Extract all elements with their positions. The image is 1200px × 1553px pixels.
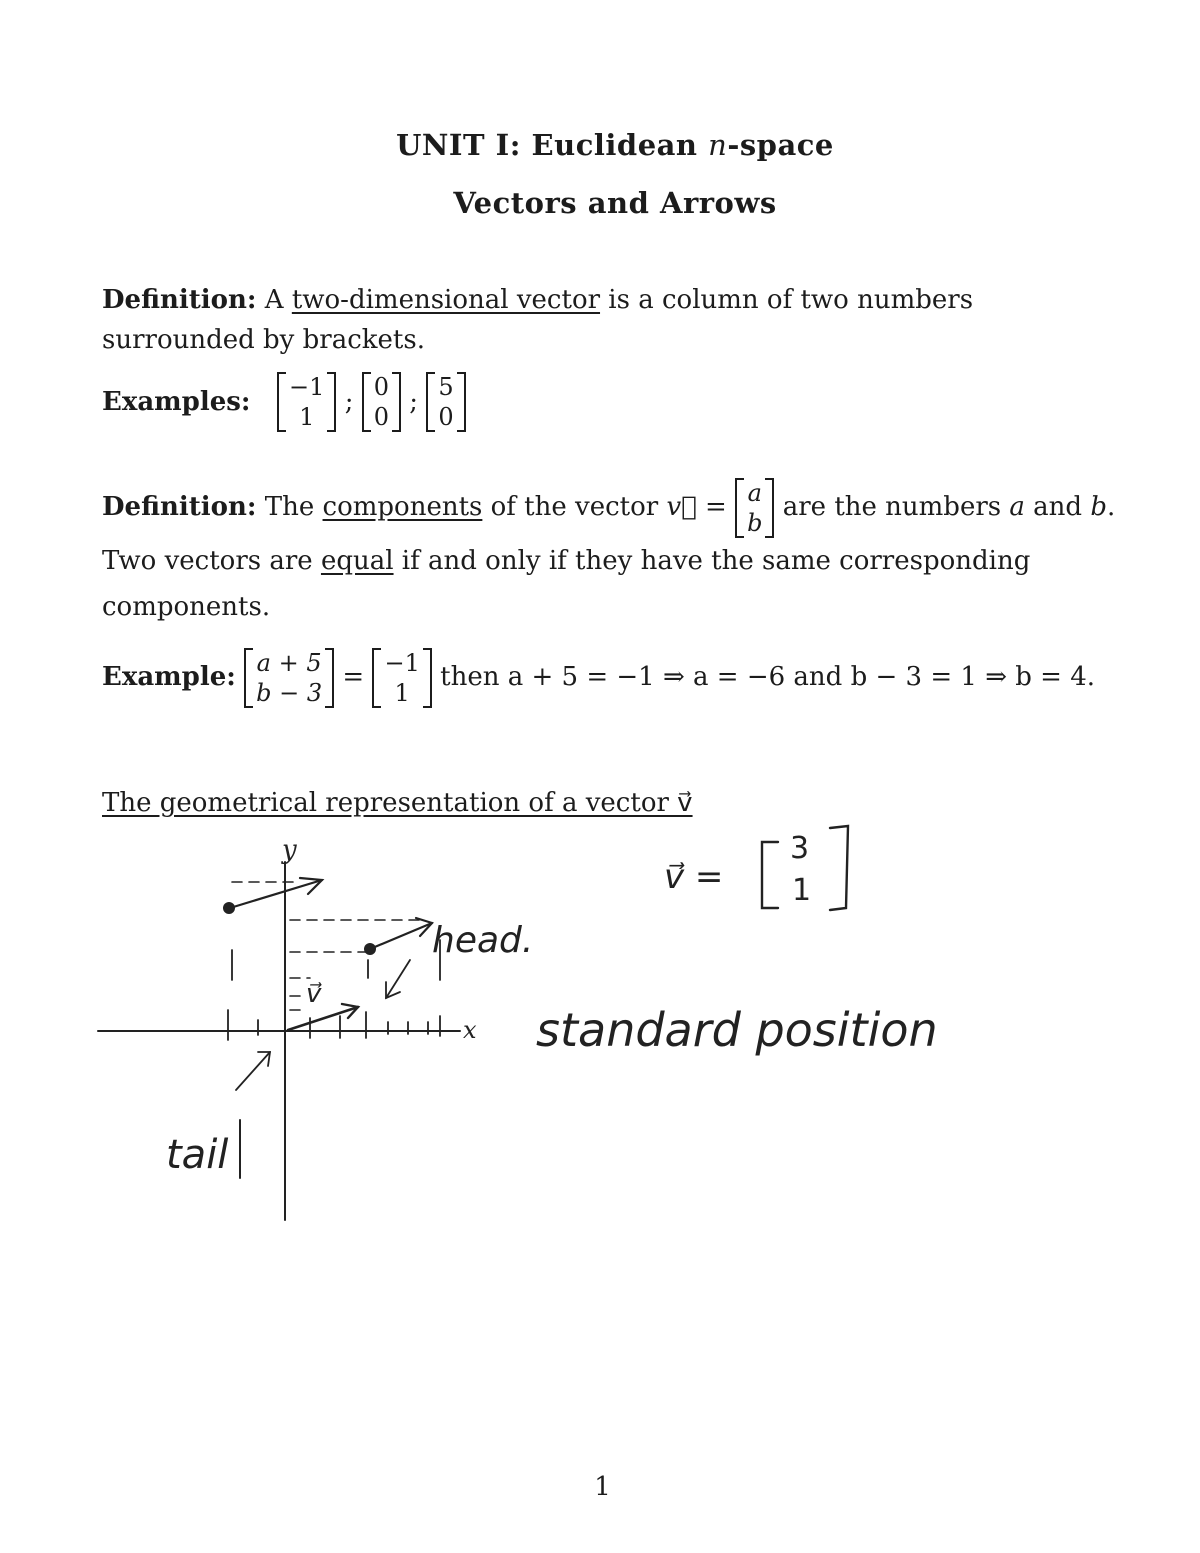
example-vector-3: 5 0 <box>426 372 465 432</box>
vector-bottom-value: 1 <box>792 873 812 908</box>
definition-vector: Definition: A two-dimensional vector is a column of two numbers surrounded by brackets. <box>102 285 974 355</box>
example-vector-2: 0 0 <box>362 372 401 432</box>
vector-equation-label: v⃗ = <box>664 857 724 897</box>
head-label: head. <box>432 920 534 961</box>
tail-point-middle <box>364 943 376 955</box>
term-equal: equal <box>320 546 394 576</box>
dashed-guides <box>232 882 425 1010</box>
vector-ab: a b <box>735 478 774 538</box>
page-title: UNIT I: Euclidean n-space <box>396 128 834 162</box>
vector-top-value: 3 <box>790 831 810 866</box>
tail-point-upper <box>223 902 235 914</box>
page-number: 1 <box>594 1472 611 1502</box>
term-two-dimensional-vector: two-dimensional vector <box>291 285 601 315</box>
term-components: components <box>322 492 483 522</box>
arrow-middle <box>370 923 432 949</box>
v-label-handwritten: v⃗ <box>306 979 322 1009</box>
definition-components: Definition: The components of the vector v⃗ = a b are the numbers a and b. Two vectors are equal if and only if they have the same corresponding components. <box>102 479 1116 622</box>
example-vector-1: −1 1 <box>277 372 336 432</box>
section-subtitle: Vectors and Arrows <box>453 186 777 220</box>
tail-label: tail <box>166 1132 229 1178</box>
vec-bracket-left <box>762 842 778 908</box>
x-axis-label: x <box>463 1016 477 1044</box>
vector-sketch <box>0 820 1200 1240</box>
geometric-heading: The geometrical representation of a vector v⃗ <box>102 788 693 818</box>
example-lhs-vector: a + 5 b − 3 <box>244 648 334 708</box>
example-solve: Example: a + 5 b − 3 = −1 1 then a + 5 = −1 ⇒ a = −6 and b − 3 = 1 ⇒ b = 4. <box>102 649 1096 707</box>
example-rhs-vector: −1 1 <box>372 648 431 708</box>
standard-position-label: standard position <box>536 1003 938 1057</box>
examples-row: Examples: −1 1 ; 0 0 ; 5 0 <box>102 372 1122 432</box>
vec-bracket-right <box>830 826 848 910</box>
y-axis-label: y <box>282 835 297 865</box>
